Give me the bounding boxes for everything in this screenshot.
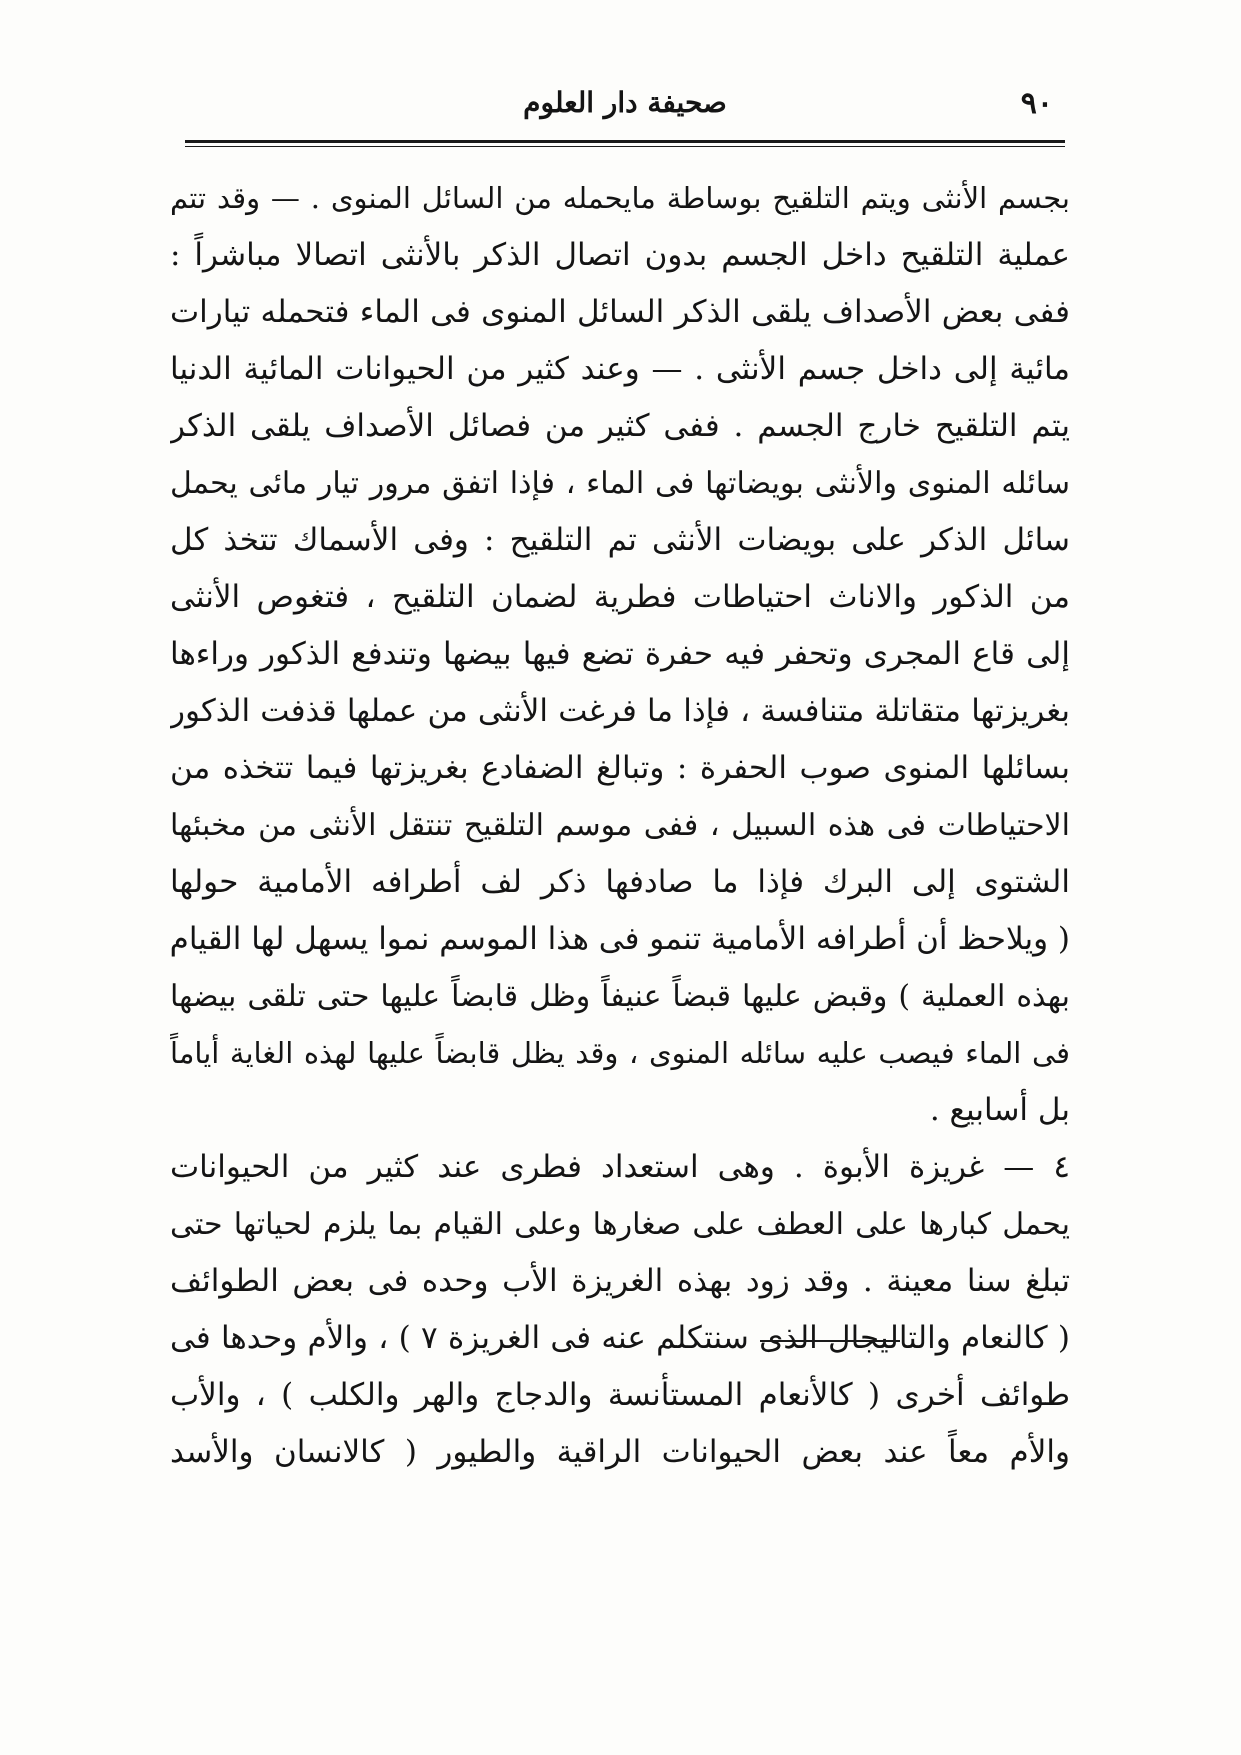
text-line: ( ويلاحظ أن أطرافه الأمامية تنمو فى هذا الموسم نموا يسهل لها القيام bbox=[170, 921, 1070, 957]
section-heading-line: ٤ — غريزة الأبوة . وهى استعداد فطرى عند كثير من الحيوانات bbox=[170, 1149, 1070, 1185]
page-header bbox=[185, 82, 1065, 132]
text-line: بسائلها المنوى صوب الحفرة : وتبالغ الضفادع بغريزتها فيما تتخذه من bbox=[170, 750, 1070, 786]
running-title: صحيفة دار العلوم bbox=[523, 86, 727, 119]
text-line: من الذكور والاناث احتياطات فطرية لضمان التلقيح ، فتغوص الأنثى bbox=[170, 579, 1070, 615]
text-line: عملية التلقيح داخل الجسم بدون اتصال الذكر بالأنثى اتصالا مباشراً : bbox=[170, 237, 1070, 273]
text-line: سائل الذكر على بويضات الأنثى تم التلقيح : وفى الأسماك تتخذ كل bbox=[170, 522, 1070, 558]
text-line: الاحتياطات فى هذه السبيل ، ففى موسم التلقيح تنتقل الأنثى من مخبئها bbox=[170, 808, 1070, 843]
text-line: والأم معاً عند بعض الحيوانات الراقية والطيور ( كالانسان والأسد bbox=[170, 1434, 1070, 1470]
text-line: فى الماء فيصب عليه سائله المنوى ، وقد يظل قابضاً عليها لهذه الغاية أياماً bbox=[170, 1036, 1070, 1070]
text-line: بجسم الأنثى ويتم التلقيح بوساطة مايحمله من السائل المنوى . — وقد تتم bbox=[170, 181, 1070, 215]
page-number: ٩٠ bbox=[1020, 86, 1053, 121]
header-rule-thin bbox=[185, 146, 1065, 147]
body-text bbox=[170, 170, 1070, 1481]
text-line: طوائف أخرى ( كالأنعام المستأنسة والدجاج والهر والكلب ) ، والأب bbox=[170, 1377, 1070, 1413]
text-line: بل أسابيع . bbox=[929, 1092, 1070, 1128]
text-line: إلى قاع المجرى وتحفر فيه حفرة تضع فيها بيضها وتندفع الذكور وراءها bbox=[170, 636, 1070, 672]
text-line: ( كالنعام والتاليجال الذى سنتكلم عنه فى الغريزة ٧ ) ، والأم وحدها فى bbox=[170, 1320, 1070, 1356]
text-line: بهذه العملية ) وقبض عليها قبضاً عنيفاً وظل قابضاً عليها حتى تلقى بيضها bbox=[170, 979, 1070, 1014]
text-line: مائية إلى داخل جسم الأنثى . — وعند كثير من الحيوانات المائية الدنيا bbox=[170, 351, 1070, 387]
heading-underline bbox=[760, 1340, 900, 1342]
text-line: تبلغ سنا معينة . وقد زود بهذه الغريزة الأب وحده فى بعض الطوائف bbox=[170, 1263, 1070, 1299]
text-line: يتم التلقيح خارج الجسم . ففى كثير من فصائل الأصداف يلقى الذكر bbox=[170, 408, 1070, 444]
text-line: بغريزتها متقاتلة متنافسة ، فإذا ما فرغت الأنثى من عملها قذفت الذكور bbox=[170, 693, 1070, 729]
text-line: ففى بعض الأصداف يلقى الذكر السائل المنوى فى الماء فتحمله تيارات bbox=[170, 294, 1070, 330]
header-rule bbox=[185, 140, 1065, 143]
text-line: يحمل كبارها على العطف على صغارها وعلى القيام بما يلزم لحياتها حتى bbox=[170, 1207, 1070, 1242]
text-line: سائله المنوى والأنثى بويضاتها فى الماء ، فإذا اتفق مرور تيار مائى يحمل bbox=[170, 466, 1070, 501]
text-line: الشتوى إلى البرك فإذا ما صادفها ذكر لف أطرافه الأمامية حولها bbox=[170, 864, 1070, 900]
